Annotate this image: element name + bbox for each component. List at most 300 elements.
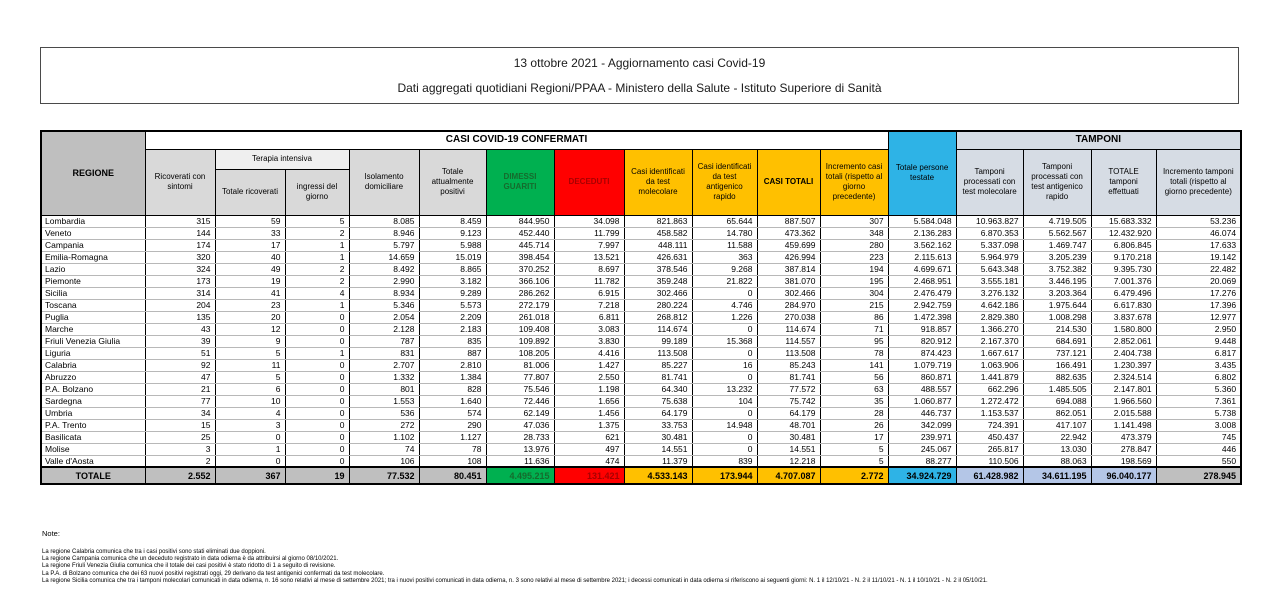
value-cell: 195 [820,275,888,287]
table-row [41,227,1241,239]
value-cell: 387.814 [757,263,820,275]
value-cell: 2 [285,227,349,239]
value-cell: 280.224 [624,299,692,311]
value-cell: 363 [692,251,757,263]
notes-list [42,549,1232,585]
value-cell: 2.147.801 [1091,383,1156,395]
value-cell: 473.362 [757,227,820,239]
table-row [41,383,1241,395]
value-cell: 114.557 [757,335,820,347]
value-cell: 3.205.239 [1023,251,1091,263]
value-cell: 284.970 [757,299,820,311]
region-name-cell: Umbria [41,407,145,419]
value-cell: 0 [285,455,349,467]
value-cell: 381.070 [757,275,820,287]
value-cell: 85.227 [624,359,692,371]
value-cell: 302.466 [624,287,692,299]
value-cell: 0 [285,359,349,371]
value-cell: 47 [145,371,215,383]
value-cell: 30.481 [757,431,820,443]
value-cell: 2.404.738 [1091,347,1156,359]
value-cell: 5 [285,215,349,227]
value-cell: 6.817 [1156,347,1241,359]
value-cell: 26 [820,419,888,431]
value-cell: 4 [215,407,285,419]
value-cell: 324 [145,263,215,275]
value-cell: 4 [285,287,349,299]
value-cell: 35 [820,395,888,407]
value-cell: 874.423 [888,347,956,359]
value-cell: 77.807 [486,371,554,383]
value-cell: 426.631 [624,251,692,263]
value-cell: 14.659 [349,251,419,263]
value-cell: 290 [419,419,486,431]
value-cell: 15.683.332 [1091,215,1156,227]
value-cell: 2.707 [349,359,419,371]
value-cell: 5.346 [349,299,419,311]
value-cell: 1.332 [349,371,419,383]
value-cell: 6.479.496 [1091,287,1156,299]
value-cell: 173 [145,275,215,287]
value-cell: 314 [145,287,215,299]
value-cell: 62.149 [486,407,554,419]
value-cell: 9 [215,335,285,347]
region-name-cell: Sicilia [41,287,145,299]
region-name-cell: Calabria [41,359,145,371]
header-casi-totali: CASI TOTALI [757,149,820,215]
value-cell: 23 [215,299,285,311]
totale-row [41,467,1241,484]
value-cell: 43 [145,323,215,335]
value-cell: 574 [419,407,486,419]
value-cell: 1.079.719 [888,359,956,371]
totale-value-cell: 4.707.087 [757,467,820,484]
value-cell: 2 [145,455,215,467]
note-line: La regione Sicilia comunica che tra i tamponi molecolari comunicati in data odierna, n. 16 sono relativi al mese di settembre 2021; tra i nuovi positivi comunicati in data odierna, n. 3 sono relativi al mese di settembre 2021; i decessi comunicati in data odierna si riferiscono ai seguenti giorni: N. 1 il 12/10/21 - N. 2 il 11/10/21 - N. 1 il 10/10/21 - N. 2 il 05/10/21. [42,577,988,584]
table-row [41,407,1241,419]
header-totale-ricoverati: Totale ricoverati [215,169,285,215]
value-cell: 446.737 [888,407,956,419]
value-cell: 7.997 [554,239,624,251]
value-cell: 5.964.979 [956,251,1023,263]
value-cell: 14.551 [757,443,820,455]
value-cell: 8.865 [419,263,486,275]
value-cell: 1.553 [349,395,419,407]
totale-value-cell: 80.451 [419,467,486,484]
value-cell: 5.573 [419,299,486,311]
value-cell: 662.296 [956,383,1023,395]
value-cell: 882.635 [1023,371,1091,383]
value-cell: 1.127 [419,431,486,443]
value-cell: 194 [820,263,888,275]
value-cell: 2.468.951 [888,275,956,287]
value-cell: 445.714 [486,239,554,251]
value-cell: 15 [145,419,215,431]
value-cell: 5.360 [1156,383,1241,395]
value-cell: 1.153.537 [956,407,1023,419]
value-cell: 1.141.498 [1091,419,1156,431]
value-cell: 245.067 [888,443,956,455]
table-row [41,443,1241,455]
totale-value-cell: 278.945 [1156,467,1241,484]
value-cell: 2.128 [349,323,419,335]
value-cell: 1 [285,251,349,263]
value-cell: 20.069 [1156,275,1241,287]
value-cell: 72.446 [486,395,554,407]
value-cell: 458.582 [624,227,692,239]
region-name-cell: Toscana [41,299,145,311]
value-cell: 2.136.283 [888,227,956,239]
value-cell: 3 [215,419,285,431]
value-cell: 5.562.567 [1023,227,1091,239]
value-cell: 48.701 [757,419,820,431]
value-cell: 2.550 [554,371,624,383]
totale-value-cell: 96.040.177 [1091,467,1156,484]
value-cell: 77 [145,395,215,407]
value-cell: 2.990 [349,275,419,287]
value-cell: 398.454 [486,251,554,263]
value-cell: 3.203.364 [1023,287,1091,299]
value-cell: 3.182 [419,275,486,287]
value-cell: 64.179 [624,407,692,419]
value-cell: 0 [285,395,349,407]
value-cell: 0 [692,287,757,299]
region-name-cell: Piemonte [41,275,145,287]
value-cell: 694.088 [1023,395,1091,407]
value-cell: 47.036 [486,419,554,431]
value-cell: 4.642.186 [956,299,1023,311]
value-cell: 11.799 [554,227,624,239]
value-cell: 265.817 [956,443,1023,455]
value-cell: 370.252 [486,263,554,275]
value-cell: 0 [285,419,349,431]
totale-value-cell: 61.428.982 [956,467,1023,484]
value-cell: 108 [419,455,486,467]
value-cell: 272 [349,419,419,431]
value-cell: 10 [215,395,285,407]
value-cell: 75.638 [624,395,692,407]
value-cell: 95 [820,335,888,347]
value-cell: 446 [1156,443,1241,455]
value-cell: 0 [692,371,757,383]
header-regione: REGIONE [41,131,145,215]
value-cell: 63 [820,383,888,395]
value-cell: 1.966.560 [1091,395,1156,407]
header-incremento-tamponi: Incremento tamponi totali (rispetto al giorno precedente) [1156,149,1241,215]
value-cell: 9.268 [692,263,757,275]
region-name-cell: Marche [41,323,145,335]
value-cell: 684.691 [1023,335,1091,347]
table-row [41,323,1241,335]
value-cell: 0 [285,311,349,323]
value-cell: 8.085 [349,215,419,227]
value-cell: 366.106 [486,275,554,287]
value-cell: 9.395.730 [1091,263,1156,275]
value-cell: 49 [215,263,285,275]
report-subtitle: Dati aggregati quotidiani Regioni/PPAA - Ministero della Salute - Istituto Superiore di Sanità [397,81,882,95]
note-line: La regione Calabria comunica che tra i casi positivi sono stati eliminati due doppioni. [42,549,266,555]
value-cell: 6.802 [1156,371,1241,383]
value-cell: 17 [215,239,285,251]
value-cell: 86 [820,311,888,323]
value-cell: 41 [215,287,285,299]
value-cell: 6.617.830 [1091,299,1156,311]
value-cell: 272.179 [486,299,554,311]
region-name-cell: Emilia-Romagna [41,251,145,263]
value-cell: 16 [692,359,757,371]
header-ricoverati: Ricoverati con sintomi [145,149,215,215]
value-cell: 1.384 [419,371,486,383]
value-cell: 9.123 [419,227,486,239]
table-row [41,215,1241,227]
value-cell: 11.782 [554,275,624,287]
value-cell: 34 [145,407,215,419]
value-cell: 828 [419,383,486,395]
value-cell: 19.142 [1156,251,1241,263]
value-cell: 22.482 [1156,263,1241,275]
value-cell: 64.340 [624,383,692,395]
table-row [41,251,1241,263]
value-cell: 0 [692,323,757,335]
value-cell: 46.074 [1156,227,1241,239]
value-cell: 0 [285,383,349,395]
value-cell: 918.857 [888,323,956,335]
value-cell: 40 [215,251,285,263]
value-cell: 2.209 [419,311,486,323]
value-cell: 9.448 [1156,335,1241,347]
value-cell: 1.485.505 [1023,383,1091,395]
table-row [41,287,1241,299]
value-cell: 0 [215,455,285,467]
note-line: La regione Campania comunica che un deceduto registrato in data odierna è da attribuirsi al giorno 08/10/2021. [42,556,339,563]
value-cell: 536 [349,407,419,419]
value-cell: 223 [820,251,888,263]
totale-value-cell: 131.421 [554,467,624,484]
value-cell: 2 [285,275,349,287]
region-name-cell: Molise [41,443,145,455]
value-cell: 348 [820,227,888,239]
value-cell: 9.289 [419,287,486,299]
value-cell: 88.063 [1023,455,1091,467]
value-cell: 268.812 [624,311,692,323]
value-cell: 75.546 [486,383,554,395]
header-incremento-casi: Incremento casi totali (rispetto al giorno precedente) [820,149,888,215]
table-row [41,431,1241,443]
value-cell: 3.752.382 [1023,263,1091,275]
value-cell: 2.942.759 [888,299,956,311]
value-cell: 8.697 [554,263,624,275]
totale-label-cell: TOTALE [41,467,145,484]
totale-value-cell: 34.924.729 [888,467,956,484]
region-name-cell: Lazio [41,263,145,275]
value-cell: 1.580.800 [1091,323,1156,335]
value-cell: 0 [692,407,757,419]
value-cell: 887 [419,347,486,359]
region-name-cell: Veneto [41,227,145,239]
table-row [41,419,1241,431]
value-cell: 737.121 [1023,347,1091,359]
header-isolamento: Isolamento domiciliare [349,149,419,215]
value-cell: 5 [820,443,888,455]
value-cell: 14.780 [692,227,757,239]
value-cell: 7.361 [1156,395,1241,407]
note-line: La P.A. di Bolzano comunica che dei 63 nuovi positivi registrati oggi, 29 derivano da test antigenici confermati da test molecolare. [42,570,385,577]
value-cell: 109.408 [486,323,554,335]
value-cell: 114.674 [757,323,820,335]
value-cell: 204 [145,299,215,311]
value-cell: 1.441.879 [956,371,1023,383]
value-cell: 75.742 [757,395,820,407]
value-cell: 104 [692,395,757,407]
value-cell: 5 [215,347,285,359]
header-tamponi-molecolare: Tamponi processati con test molecolare [956,149,1023,215]
value-cell: 99.189 [624,335,692,347]
totale-value-cell: 367 [215,467,285,484]
header-tamponi-totale: TOTALE tamponi effettuati [1091,149,1156,215]
value-cell: 621 [554,431,624,443]
value-cell: 13.232 [692,383,757,395]
region-name-cell: Sardegna [41,395,145,407]
value-cell: 92 [145,359,215,371]
header-terapia-intensiva: Terapia intensiva [215,149,349,169]
value-cell: 19 [215,275,285,287]
value-cell: 28.733 [486,431,554,443]
totale-value-cell: 173.944 [692,467,757,484]
value-cell: 831 [349,347,419,359]
value-cell: 56 [820,371,888,383]
table-row [41,239,1241,251]
value-cell: 239.971 [888,431,956,443]
value-cell: 2.829.380 [956,311,1023,323]
header-tamponi-antigenico: Tamponi processati con test antigenico rapido [1023,149,1091,215]
value-cell: 11.588 [692,239,757,251]
value-cell: 2.054 [349,311,419,323]
value-cell: 12 [215,323,285,335]
value-cell: 745 [1156,431,1241,443]
header-dimessi-guariti: DIMESSI GUARITI [486,149,554,215]
value-cell: 7.218 [554,299,624,311]
value-cell: 4.746 [692,299,757,311]
value-cell: 286.262 [486,287,554,299]
value-cell: 3.446.195 [1023,275,1091,287]
value-cell: 8.934 [349,287,419,299]
table-row [41,275,1241,287]
table-row [41,359,1241,371]
value-cell: 21 [145,383,215,395]
value-cell: 215 [820,299,888,311]
value-cell: 2.950 [1156,323,1241,335]
value-cell: 14.948 [692,419,757,431]
region-name-cell: Valle d'Aosta [41,455,145,467]
totale-value-cell: 2.772 [820,467,888,484]
value-cell: 13.521 [554,251,624,263]
value-cell: 8.946 [349,227,419,239]
value-cell: 278.847 [1091,443,1156,455]
header-ingressi-giorno: ingressi del giorno [285,169,349,215]
value-cell: 3.562.162 [888,239,956,251]
value-cell: 787 [349,335,419,347]
value-cell: 0 [285,407,349,419]
totale-value-cell: 19 [285,467,349,484]
totale-value-cell: 4.495.215 [486,467,554,484]
header-persone-testate: Totale persone testate [888,131,956,215]
value-cell: 6.806.845 [1091,239,1156,251]
covid-data-table [40,130,1242,485]
notes-section [42,529,1232,585]
value-cell: 12.432.920 [1091,227,1156,239]
value-cell: 550 [1156,455,1241,467]
table-row [41,311,1241,323]
value-cell: 110.506 [956,455,1023,467]
table-body [41,215,1241,484]
value-cell: 3.435 [1156,359,1241,371]
value-cell: 39 [145,335,215,347]
value-cell: 0 [692,347,757,359]
value-cell: 1.008.298 [1023,311,1091,323]
value-cell: 106 [349,455,419,467]
region-name-cell: P.A. Bolzano [41,383,145,395]
table-row [41,263,1241,275]
value-cell: 5.738 [1156,407,1241,419]
totale-value-cell: 2.552 [145,467,215,484]
value-cell: 77.572 [757,383,820,395]
value-cell: 320 [145,251,215,263]
value-cell: 3.008 [1156,419,1241,431]
value-cell: 0 [285,443,349,455]
value-cell: 473.379 [1091,431,1156,443]
value-cell: 452.440 [486,227,554,239]
value-cell: 835 [419,335,486,347]
value-cell: 0 [692,431,757,443]
value-cell: 0 [215,431,285,443]
report-date-title: 13 ottobre 2021 - Aggiornamento casi Covid-19 [513,56,766,70]
value-cell: 74 [349,443,419,455]
value-cell: 6.811 [554,311,624,323]
table-row [41,335,1241,347]
value-cell: 17.396 [1156,299,1241,311]
value-cell: 8.492 [349,263,419,275]
value-cell: 1.640 [419,395,486,407]
region-name-cell: Lombardia [41,215,145,227]
value-cell: 261.018 [486,311,554,323]
value-cell: 270.038 [757,311,820,323]
value-cell: 214.530 [1023,323,1091,335]
value-cell: 25 [145,431,215,443]
region-name-cell: Basilicata [41,431,145,443]
value-cell: 5 [215,371,285,383]
value-cell: 821.863 [624,215,692,227]
value-cell: 1.060.877 [888,395,956,407]
value-cell: 113.508 [757,347,820,359]
value-cell: 17.276 [1156,287,1241,299]
value-cell: 166.491 [1023,359,1091,371]
value-cell: 1.063.906 [956,359,1023,371]
value-cell: 3.083 [554,323,624,335]
value-cell: 342.099 [888,419,956,431]
value-cell: 5.643.348 [956,263,1023,275]
value-cell: 4.416 [554,347,624,359]
value-cell: 2.476.479 [888,287,956,299]
value-cell: 2.015.588 [1091,407,1156,419]
value-cell: 11 [215,359,285,371]
value-cell: 11.379 [624,455,692,467]
value-cell: 174 [145,239,215,251]
value-cell: 15.368 [692,335,757,347]
value-cell: 12.218 [757,455,820,467]
value-cell: 33 [215,227,285,239]
table-row [41,347,1241,359]
value-cell: 13.030 [1023,443,1091,455]
